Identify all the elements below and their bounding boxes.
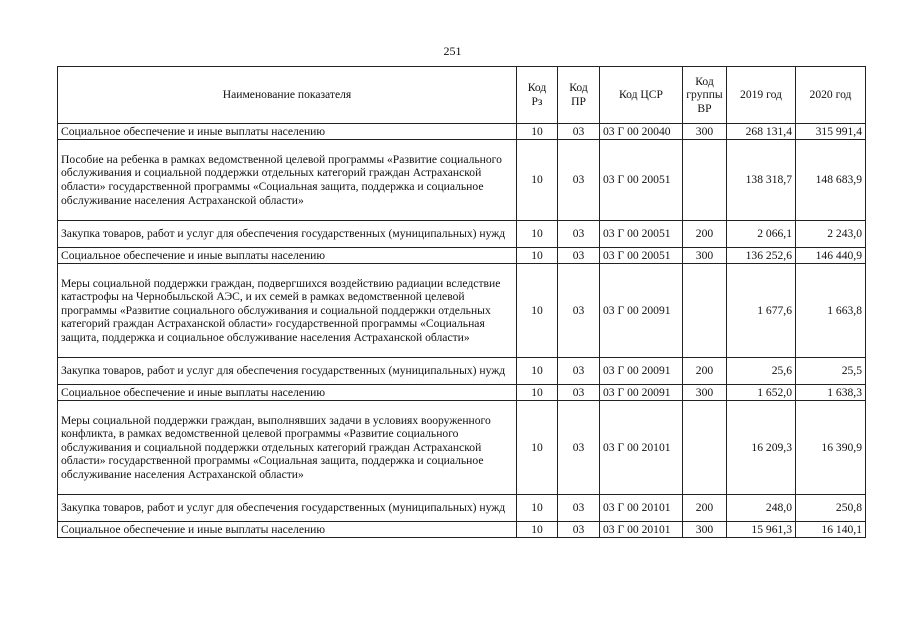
header-rz: Код Рз	[517, 67, 558, 124]
row-rz: 10	[517, 124, 558, 140]
row-pr: 03	[558, 495, 600, 522]
row-2019: 16 209,3	[727, 401, 796, 495]
row-rz: 10	[517, 264, 558, 358]
row-vr: 300	[683, 248, 727, 264]
table-row	[58, 221, 866, 248]
row-csr: 03 Г 00 20091	[600, 358, 683, 385]
table-row	[58, 264, 866, 358]
row-2019: 138 318,7	[727, 140, 796, 221]
row-csr: 03 Г 00 20051	[600, 248, 683, 264]
row-pr: 03	[558, 522, 600, 538]
row-2020: 2 243,0	[796, 221, 866, 248]
row-2019: 15 961,3	[727, 522, 796, 538]
row-2020: 250,8	[796, 495, 866, 522]
row-vr	[683, 401, 727, 495]
header-csr: Код ЦСР	[600, 67, 683, 124]
row-vr: 200	[683, 221, 727, 248]
row-name: Социальное обеспечение и иные выплаты населению	[58, 385, 517, 401]
row-rz: 10	[517, 248, 558, 264]
row-vr	[683, 264, 727, 358]
row-name: Социальное обеспечение и иные выплаты населению	[58, 522, 517, 538]
row-pr: 03	[558, 264, 600, 358]
row-csr: 03 Г 00 20051	[600, 140, 683, 221]
row-name: Меры социальной поддержки граждан, подвергшихся воздействию радиации вследствие катастрофы на Чернобыльской АЭС, и их семей в рамках ведомственной целевой программы «Развитие социального обслуживания и социальной поддержки отдельных категорий граждан Астраханской области» государственной программы «Социальная защита, поддержка и социальное обслуживание населения Астраханской области»	[58, 264, 517, 358]
row-2019: 25,6	[727, 358, 796, 385]
table-row	[58, 401, 866, 495]
row-csr: 03 Г 00 20091	[600, 385, 683, 401]
row-vr: 300	[683, 522, 727, 538]
row-csr: 03 Г 00 20091	[600, 264, 683, 358]
row-name: Социальное обеспечение и иные выплаты населению	[58, 248, 517, 264]
table-header-row	[58, 67, 866, 124]
table-row	[58, 124, 866, 140]
row-pr: 03	[558, 124, 600, 140]
row-pr: 03	[558, 248, 600, 264]
row-csr: 03 Г 00 20040	[600, 124, 683, 140]
budget-table	[57, 66, 866, 538]
row-name: Закупка товаров, работ и услуг для обеспечения государственных (муниципальных) нужд	[58, 495, 517, 522]
row-2019: 248,0	[727, 495, 796, 522]
table-row	[58, 248, 866, 264]
row-pr: 03	[558, 140, 600, 221]
row-2020: 1 663,8	[796, 264, 866, 358]
row-2020: 315 991,4	[796, 124, 866, 140]
row-2019: 2 066,1	[727, 221, 796, 248]
row-csr: 03 Г 00 20051	[600, 221, 683, 248]
row-csr: 03 Г 00 20101	[600, 522, 683, 538]
row-2020: 16 390,9	[796, 401, 866, 495]
row-vr: 200	[683, 495, 727, 522]
row-2019: 268 131,4	[727, 124, 796, 140]
row-vr	[683, 140, 727, 221]
table-row	[58, 140, 866, 221]
table-row	[58, 385, 866, 401]
row-rz: 10	[517, 140, 558, 221]
row-rz: 10	[517, 358, 558, 385]
table-row	[58, 495, 866, 522]
row-rz: 10	[517, 385, 558, 401]
row-name: Закупка товаров, работ и услуг для обеспечения государственных (муниципальных) нужд	[58, 221, 517, 248]
row-2019: 1 677,6	[727, 264, 796, 358]
row-pr: 03	[558, 358, 600, 385]
table-row	[58, 358, 866, 385]
row-csr: 03 Г 00 20101	[600, 495, 683, 522]
row-rz: 10	[517, 522, 558, 538]
row-vr: 200	[683, 358, 727, 385]
row-2020: 16 140,1	[796, 522, 866, 538]
row-rz: 10	[517, 495, 558, 522]
row-2019: 136 252,6	[727, 248, 796, 264]
header-pr: Код ПР	[558, 67, 600, 124]
row-rz: 10	[517, 401, 558, 495]
row-name: Пособие на ребенка в рамках ведомственной целевой программы «Развитие социального обслуживания и социальной поддержки отдельных категорий граждан Астраханской области» государственной программы «Социальная защита, поддержка и социальное обслуживание населения Астраханской области»	[58, 140, 517, 221]
header-2019: 2019 год	[727, 67, 796, 124]
row-pr: 03	[558, 385, 600, 401]
table-row	[58, 522, 866, 538]
row-name: Меры социальной поддержки граждан, выполнявших задачи в условиях вооруженного конфликта, в рамках ведомственной целевой программы «Развитие социального обслуживания и социальной поддержки отдельных категорий граждан Астраханской области» государственной программы «Социальная защита, поддержка и социальное обслуживание населения Астраханской области»	[58, 401, 517, 495]
row-vr: 300	[683, 124, 727, 140]
row-2020: 146 440,9	[796, 248, 866, 264]
row-vr: 300	[683, 385, 727, 401]
row-pr: 03	[558, 221, 600, 248]
row-csr: 03 Г 00 20101	[600, 401, 683, 495]
page-number: 251	[443, 44, 462, 58]
row-rz: 10	[517, 221, 558, 248]
row-pr: 03	[558, 401, 600, 495]
header-name: Наименование показателя	[58, 67, 517, 124]
header-2020: 2020 год	[796, 67, 866, 124]
row-name: Социальное обеспечение и иные выплаты населению	[58, 124, 517, 140]
row-name: Закупка товаров, работ и услуг для обеспечения государственных (муниципальных) нужд	[58, 358, 517, 385]
row-2019: 1 652,0	[727, 385, 796, 401]
header-vr: Код группы ВР	[683, 67, 727, 124]
row-2020: 1 638,3	[796, 385, 866, 401]
row-2020: 148 683,9	[796, 140, 866, 221]
row-2020: 25,5	[796, 358, 866, 385]
